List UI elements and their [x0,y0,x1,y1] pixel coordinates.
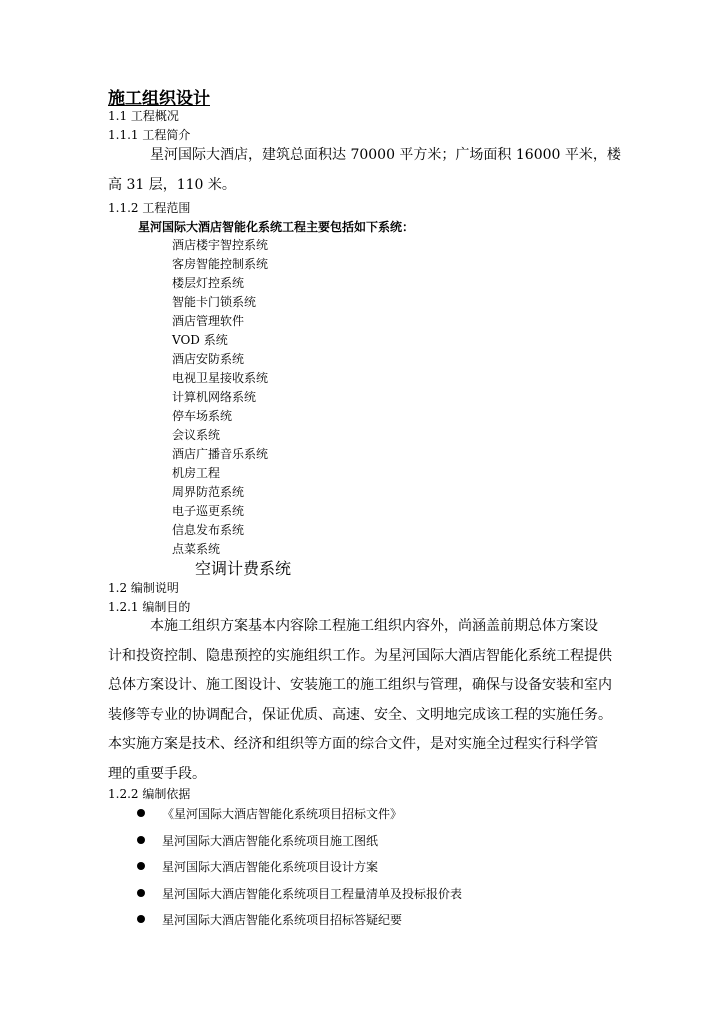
intro-line-1: 星河国际大酒店，建筑总面积达 70000 平方米；广场面积 16000 平米，楼 [150,147,621,163]
system-item: 点菜系统 [172,542,221,556]
intro-line-2: 高 31 层，110 米。 [108,177,236,193]
system-item: 酒店安防系统 [172,352,245,366]
purpose-line: 总体方案设计、施工图设计、安装施工的施工组织与管理，确保与设备安装和室内 [108,677,612,693]
system-item: 电视卫星接收系统 [172,371,269,385]
system-item: VOD 系统 [172,333,228,347]
system-item: 周界防范系统 [172,485,245,499]
purpose-line: 本实施方案是技术、经济和组织等方面的综合文件，是对实施全过程实行科学管 [108,736,598,752]
system-item-last: 空调计费系统 [195,559,292,578]
system-item: 酒店广播音乐系统 [172,447,269,461]
system-item: 信息发布系统 [172,523,245,537]
system-item: 楼层灯控系统 [172,276,245,290]
section-1-2-2-heading: 1.2.2 编制依据 [108,787,191,801]
purpose-line: 本施工组织方案基本内容除工程施工组织内容外，尚涵盖前期总体方案设 [150,618,598,634]
bullet-icon [137,915,145,923]
system-item: 智能卡门锁系统 [172,295,257,309]
basis-item: 《星河国际大酒店智能化系统项目招标文件》 [162,807,403,821]
bullet-icon [137,809,145,817]
bullet-icon [137,836,145,844]
system-item: 酒店楼宇智控系统 [172,238,269,252]
document-title: 施工组织设计 [108,89,210,109]
section-1-2-heading: 1.2 编制说明 [108,581,179,595]
system-item: 停车场系统 [172,409,233,423]
basis-item: 星河国际大酒店智能化系统项目设计方案 [162,860,379,874]
system-item: 电子巡更系统 [172,504,245,518]
section-1-2-1-heading: 1.2.1 编制目的 [108,600,191,614]
section-1-1-2-heading: 1.1.2 工程范围 [108,201,191,215]
basis-item: 星河国际大酒店智能化系统项目工程量清单及投标报价表 [162,886,463,901]
basis-item: 星河国际大酒店智能化系统项目招标答疑纪要 [162,913,403,927]
system-item: 机房工程 [172,466,221,480]
section-1-1-heading: 1.1 工程概况 [108,109,179,123]
system-item: 酒店管理软件 [172,314,245,328]
section-1-1-1-heading: 1.1.1 工程简介 [108,128,191,142]
bullet-icon [137,889,145,897]
purpose-line: 装修等专业的协调配合，保证优质、高速、安全、文明地完成该工程的实施任务。 [108,706,612,723]
system-item: 会议系统 [172,428,221,442]
scope-lead: 星河国际大酒店智能化系统工程主要包括如下系统： [138,220,415,234]
system-item: 客房智能控制系统 [172,257,269,271]
system-item: 计算机网络系统 [172,390,257,404]
bullet-icon [137,862,145,870]
purpose-line: 计和投资控制、隐患预控的实施组织工作。为星河国际大酒店智能化系统工程提供 [108,647,612,664]
purpose-line: 理的重要手段。 [108,765,206,782]
basis-item: 星河国际大酒店智能化系统项目施工图纸 [162,833,379,848]
